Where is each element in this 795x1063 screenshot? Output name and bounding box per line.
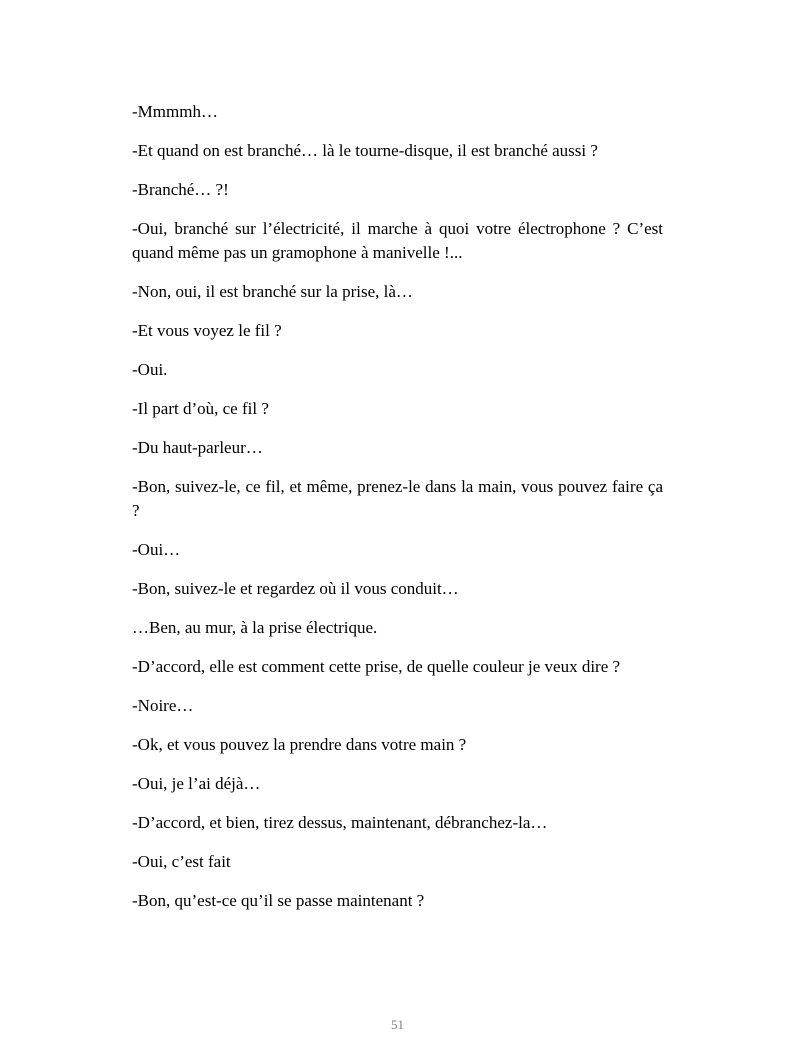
dialogue-line: -Oui, c’est fait [132, 852, 231, 871]
dialogue-line: -Et vous voyez le fil ? [132, 321, 282, 340]
dialogue-line: -Oui, je l’ai déjà… [132, 774, 261, 793]
dialogue-line: -Branché… ?! [132, 180, 229, 199]
dialogue-line: -Du haut-parleur… [132, 438, 263, 457]
dialogue-text-block [132, 100, 663, 928]
dialogue-line: -D’accord, elle est comment cette prise, de quelle couleur je veux dire ? [132, 657, 621, 676]
dialogue-line: -Noire… [132, 696, 194, 715]
dialogue-line: -Bon, qu’est-ce qu’il se passe maintenant ? [132, 891, 425, 910]
dialogue-line: -Ok, et vous pouvez la prendre dans votre main ? [132, 735, 467, 754]
dialogue-line: -Oui, branché sur l’électricité, il marche à quoi votre électrophone ? C’est quand même pas un gramophone à manivelle !... [132, 219, 663, 262]
dialogue-line: -Bon, suivez-le et regardez où il vous conduit… [132, 579, 459, 598]
dialogue-line: -Bon, suivez-le, ce fil, et même, prenez-le dans la main, vous pouvez faire ça ? [132, 477, 663, 520]
dialogue-line: -Mmmmh… [132, 102, 218, 121]
page-number: 51 [391, 1017, 404, 1032]
dialogue-line: …Ben, au mur, à la prise électrique. [132, 618, 378, 637]
dialogue-line: -Et quand on est branché… là le tourne-disque, il est branché aussi ? [132, 141, 598, 160]
dialogue-line: -Oui… [132, 540, 181, 559]
dialogue-line: -D’accord, et bien, tirez dessus, maintenant, débranchez-la… [132, 813, 548, 832]
dialogue-line: -Oui. [132, 360, 168, 379]
dialogue-line: -Il part d’où, ce fil ? [132, 399, 269, 418]
dialogue-line: -Non, oui, il est branché sur la prise, là… [132, 282, 413, 301]
